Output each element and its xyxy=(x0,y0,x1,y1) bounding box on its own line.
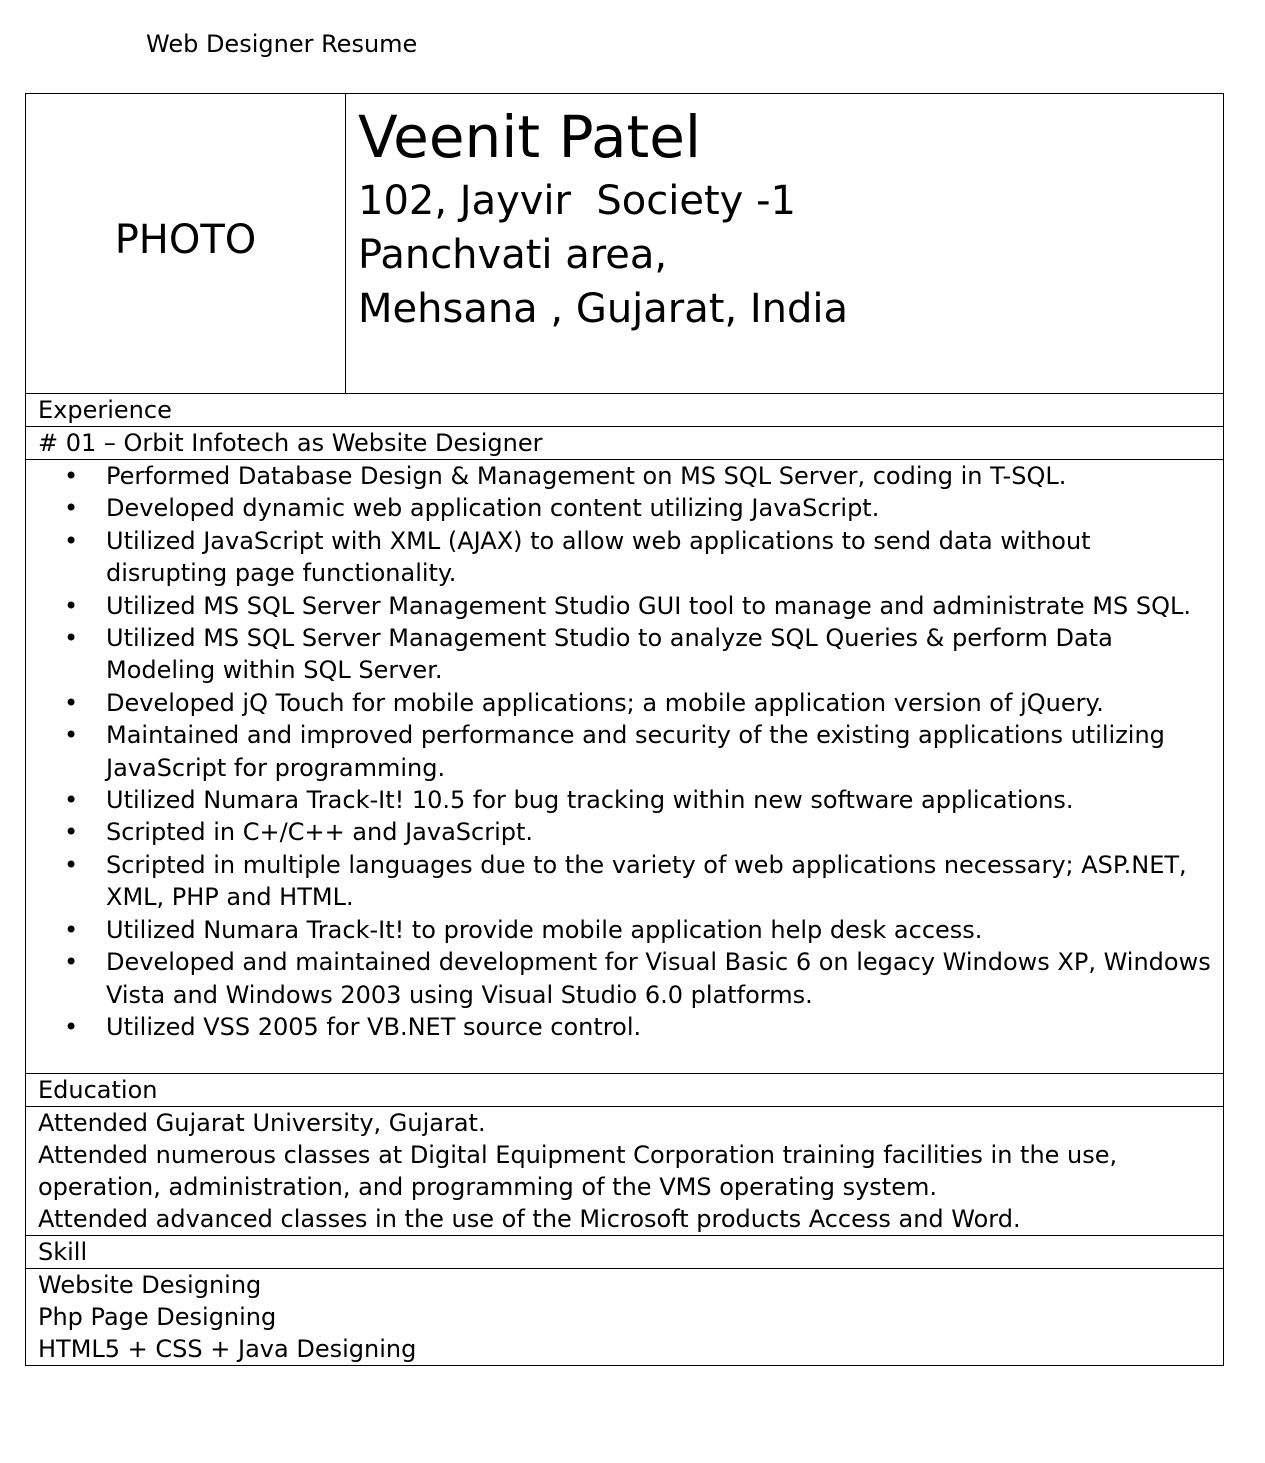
bullet-icon: • xyxy=(64,688,79,717)
bullet-icon: • xyxy=(64,591,79,620)
document-title: Web Designer Resume xyxy=(146,30,418,58)
contact-info xyxy=(346,94,1223,393)
list-item: • Performed Database Design & Management on MS SQL Server, coding in T-SQL. xyxy=(26,460,1213,492)
bullet-icon: • xyxy=(64,786,79,815)
list-item: • Developed dynamic web application content utilizing JavaScript. xyxy=(26,492,1213,524)
photo-label: PHOTO xyxy=(114,216,257,263)
list-item: • Utilized Numara Track-It! to provide mobile application help desk access. xyxy=(26,914,1213,946)
education-heading: Education xyxy=(26,1074,1223,1107)
address-line-2: Panchvati area, xyxy=(358,232,668,278)
education-line: Attended advanced classes in the use of the Microsoft products Access and Word. xyxy=(38,1205,1021,1234)
list-item: • Utilized JavaScript with XML (AJAX) to allow web applications to send data without disrupting page functionality. xyxy=(64,526,1091,588)
bullet-icon: • xyxy=(64,1012,79,1041)
candidate-name: Veenit Patel xyxy=(358,103,702,171)
bullet-icon: • xyxy=(64,721,79,750)
skill-item: HTML5 + CSS + Java Designing xyxy=(38,1335,417,1364)
list-item: • Developed jQ Touch for mobile applications; a mobile application version of jQuery. xyxy=(26,687,1213,719)
list-item: • Utilized Numara Track-It! 10.5 for bug tracking within new software applications. xyxy=(26,784,1213,816)
education-details xyxy=(26,1107,1223,1236)
experience-heading: Experience xyxy=(26,394,1223,427)
header-row xyxy=(26,94,1223,394)
education-line: Attended numerous classes at Digital Equipment Corporation training facilities in the use, operation, administration, and programming of the VMS operating system. xyxy=(38,1141,1118,1202)
bullet-icon: • xyxy=(64,850,79,879)
bullet-icon: • xyxy=(64,948,79,977)
bullet-icon: • xyxy=(64,526,79,555)
list-item: • Utilized MS SQL Server Management Studio to analyze SQL Queries & perform Data Modeling within SQL Server. xyxy=(64,624,1113,685)
bullet-icon: • xyxy=(64,624,79,653)
address-line-3: Mehsana , Gujarat, India xyxy=(358,286,849,332)
bullet-icon: • xyxy=(64,818,79,847)
skill-item: Php Page Designing xyxy=(38,1303,277,1332)
bullet-list xyxy=(26,460,1223,1073)
photo-placeholder xyxy=(26,94,346,393)
list-item: • Utilized MS SQL Server Management Studio GUI tool to manage and administrate MS SQL. xyxy=(26,590,1213,622)
experience-bullets xyxy=(26,460,1223,1074)
job-title: # 01 – Orbit Infotech as Website Designer xyxy=(26,427,1223,460)
list-item: • Maintained and improved performance and security of the existing applications utilizing JavaScript for programming. xyxy=(64,721,1165,782)
skill-heading: Skill xyxy=(26,1236,1223,1269)
list-item: • Utilized VSS 2005 for VB.NET source control. xyxy=(26,1011,1213,1043)
list-item: • Scripted in multiple languages due to the variety of web applications necessary; ASP.NET, XML, PHP and HTML. xyxy=(64,850,1187,912)
bullet-icon: • xyxy=(64,915,79,944)
bullet-icon: • xyxy=(64,462,79,490)
address-line-1: 102, Jayvir Society -1 xyxy=(358,178,796,224)
resume-table xyxy=(25,93,1224,1366)
education-line: Attended Gujarat University, Gujarat. xyxy=(38,1109,486,1138)
skill-list xyxy=(26,1269,1223,1365)
bullet-icon: • xyxy=(64,494,79,523)
list-item: • Scripted in C+/C++ and JavaScript. xyxy=(26,816,1213,848)
skill-item: Website Designing xyxy=(38,1271,262,1300)
list-item: • Developed and maintained development for Visual Basic 6 on legacy Windows XP, Windows Vista and Windows 2003 using Visual Studio 6.0 platforms. xyxy=(64,948,1211,1009)
